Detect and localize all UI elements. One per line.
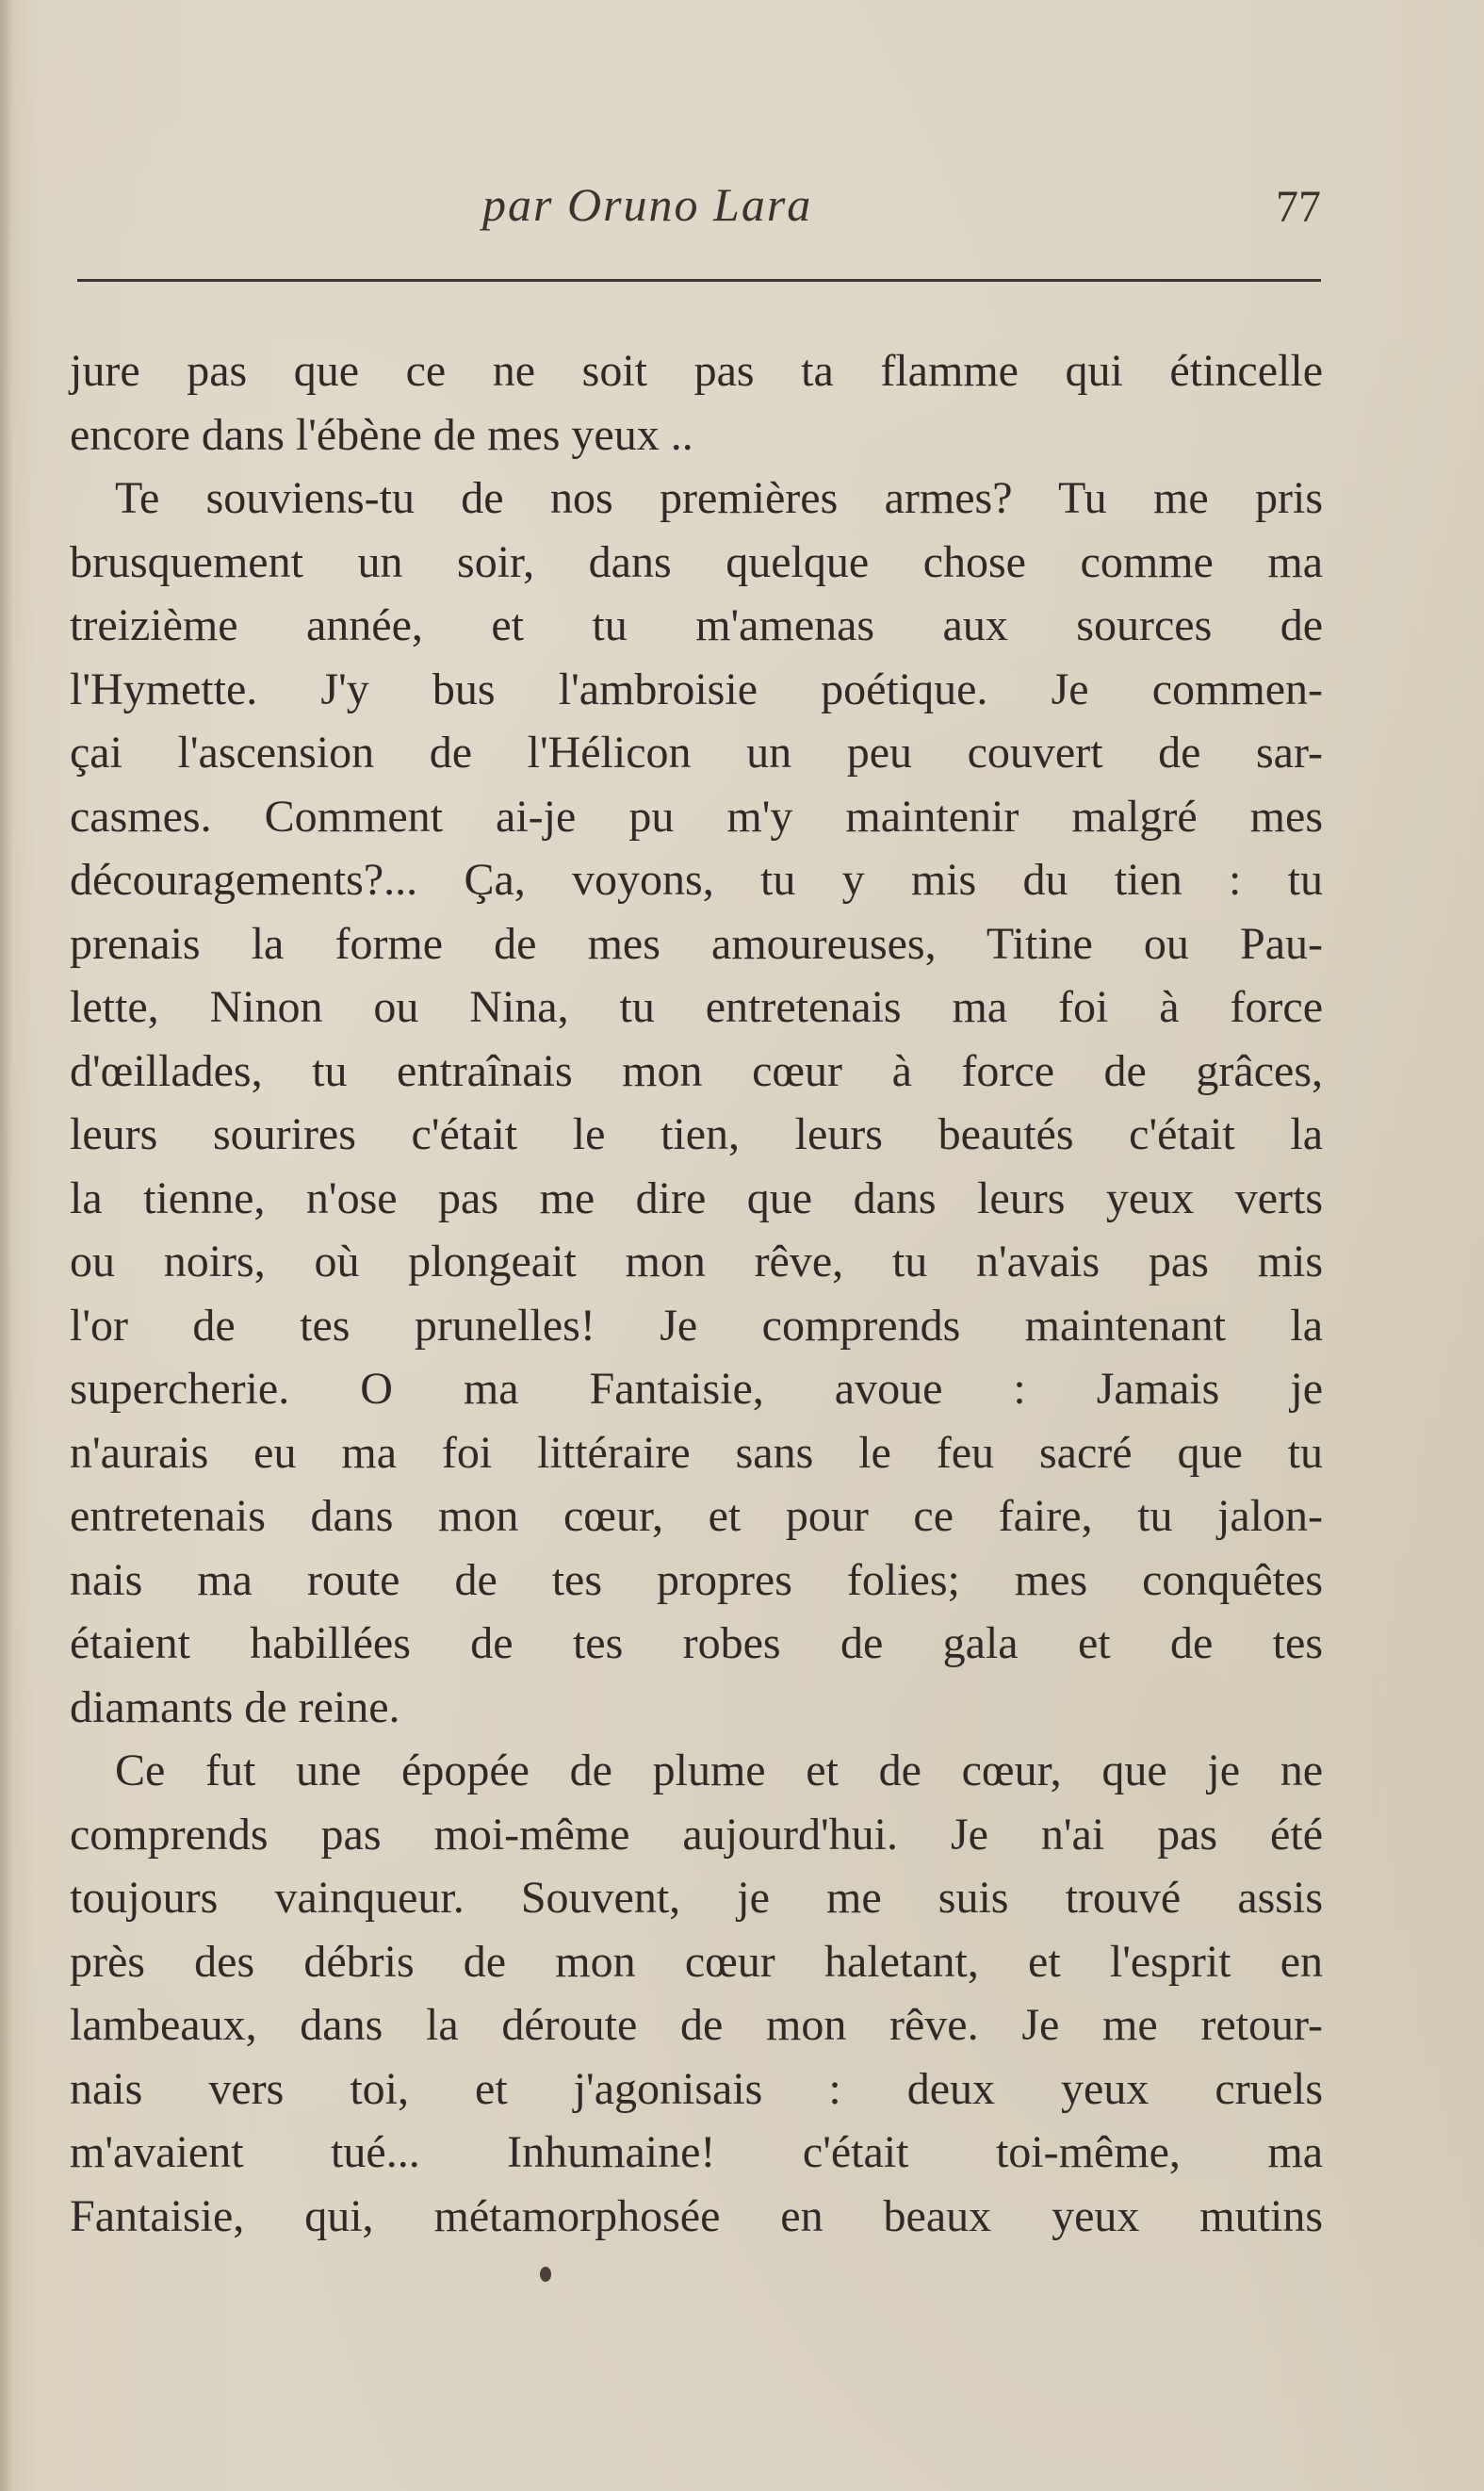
text-line: l'Hymette. J'y bus l'ambroisie poétique. Je commen- bbox=[70, 664, 1323, 714]
running-head: par Oruno Lara bbox=[482, 178, 813, 231]
text-line: leurs sourires c'était le tien, leurs beautés c'était la bbox=[70, 1109, 1323, 1159]
text-line: diamants de reine. bbox=[70, 1681, 400, 1732]
text-line: comprends pas moi-même aujourd'hui. Je n'ai pas été bbox=[70, 1809, 1323, 1860]
text-line: lambeaux, dans la déroute de mon rêve. Je me retour- bbox=[70, 2000, 1323, 2050]
text-line: m'avaient tué... Inhumaine! c'était toi-même, ma bbox=[70, 2127, 1323, 2177]
text-line: nais ma route de tes propres folies; mes conquêtes bbox=[70, 1554, 1323, 1605]
body-text bbox=[70, 339, 1323, 2248]
text-line: près des débris de mon cœur haletant, et l'esprit en bbox=[70, 1936, 1323, 1987]
text-line: lette, Ninon ou Nina, tu entretenais ma foi à force bbox=[70, 982, 1323, 1032]
text-line: prenais la forme de mes amoureuses, Titine ou Pau- bbox=[70, 918, 1323, 969]
page-header bbox=[77, 177, 1321, 253]
page-binding-edge bbox=[0, 0, 13, 2491]
text-line: çai l'ascension de l'Hélicon un peu couvert de sar- bbox=[70, 728, 1323, 778]
ink-speck bbox=[540, 2267, 551, 2282]
text-line: entretenais dans mon cœur, et pour ce faire, tu jalon- bbox=[70, 1491, 1323, 1541]
text-line: n'aurais eu ma foi littéraire sans le feu sacré que tu bbox=[70, 1427, 1323, 1478]
text-line: treizième année, et tu m'amenas aux sources de bbox=[70, 600, 1323, 650]
text-line: la tienne, n'ose pas me dire que dans leurs yeux verts bbox=[70, 1172, 1323, 1223]
page-number: 77 bbox=[1276, 182, 1321, 232]
header-rule bbox=[77, 279, 1321, 282]
text-line: toujours vainqueur. Souvent, je me suis trouvé assis bbox=[70, 1873, 1323, 1923]
text-line: supercherie. O ma Fantaisie, avoue : Jamais je bbox=[70, 1364, 1323, 1414]
text-line: nais vers toi, et j'agonisais : deux yeux cruels bbox=[70, 2063, 1323, 2114]
text-line: ou noirs, où plongeait mon rêve, tu n'avais pas mis bbox=[70, 1237, 1323, 1286]
text-line: découragements?... Ça, voyons, tu y mis du tien : tu bbox=[70, 855, 1323, 905]
text-line: encore dans l'ébène de mes yeux .. bbox=[70, 409, 693, 460]
text-line: jure pas que ce ne soit pas ta flamme qui étincelle bbox=[70, 346, 1323, 396]
text-line: Te souviens-tu de nos premières armes? Tu me pris bbox=[115, 473, 1323, 523]
text-line: étaient habillées de tes robes de gala et de tes bbox=[70, 1618, 1323, 1668]
text-line: casmes. Comment ai-je pu m'y maintenir malgré mes bbox=[70, 791, 1323, 842]
text-line: d'œillades, tu entraînais mon cœur à force de grâces, bbox=[70, 1045, 1323, 1096]
text-line: brusquement un soir, dans quelque chose comme ma bbox=[70, 536, 1323, 587]
text-line: Ce fut une épopée de plume et de cœur, que je ne bbox=[115, 1745, 1323, 1795]
text-line: Fantaisie, qui, métamorphosée en beaux yeux mutins bbox=[70, 2190, 1323, 2241]
text-line: l'or de tes prunelles! Je comprends maintenant la bbox=[70, 1300, 1323, 1351]
